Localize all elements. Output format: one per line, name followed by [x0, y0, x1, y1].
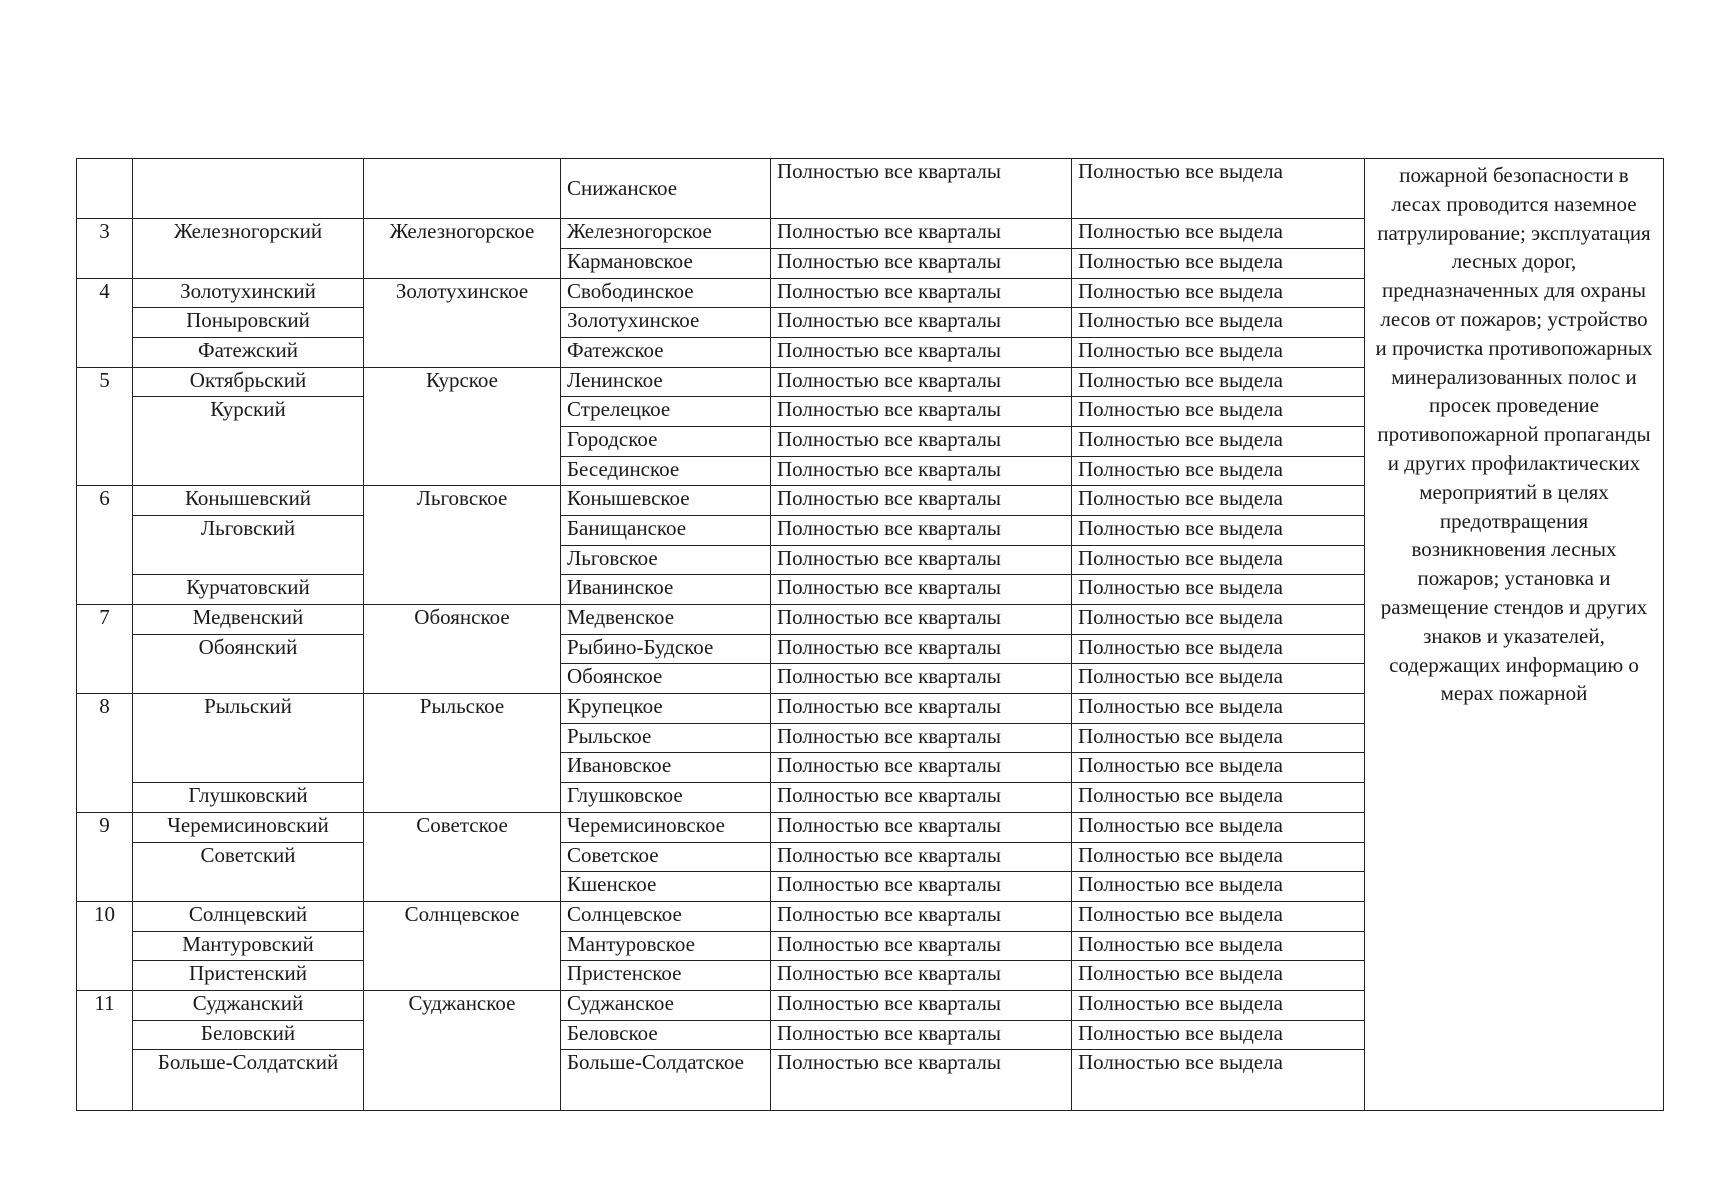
cell-allotments: Полностью все выдела: [1072, 486, 1365, 516]
cell-num: [77, 516, 133, 546]
cell-forestry: [364, 753, 561, 783]
cell-allotments: Полностью все выдела: [1072, 931, 1365, 961]
cell-district: Обоянский: [133, 634, 364, 664]
cell-forestry-part: Советское: [561, 842, 771, 872]
cell-quarters: Полностью все кварталы: [771, 367, 1072, 397]
cell-num: [77, 1020, 133, 1050]
cell-quarters: Полностью все кварталы: [771, 545, 1072, 575]
cell-district: [133, 753, 364, 783]
cell-allotments: Полностью все выдела: [1072, 397, 1365, 427]
cell-allotments: Полностью все выдела: [1072, 783, 1365, 813]
cell-quarters: Полностью все кварталы: [771, 723, 1072, 753]
cell-allotments: Полностью все выдела: [1072, 456, 1365, 486]
cell-district: Курский: [133, 397, 364, 427]
cell-forestry: [364, 249, 561, 279]
cell-forestry: Железногорское: [364, 219, 561, 249]
cell-allotments: Полностью все выдела: [1072, 990, 1365, 1020]
cell-forestry: [364, 427, 561, 457]
cell-allotments: Полностью все выдела: [1072, 961, 1365, 991]
cell-forestry-part: Ивановское: [561, 753, 771, 783]
cell-district: Пристенский: [133, 961, 364, 991]
cell-district: [133, 664, 364, 694]
cell-num: [77, 159, 133, 219]
cell-forestry: [364, 397, 561, 427]
cell-district: Медвенский: [133, 605, 364, 635]
cell-quarters: Полностью все кварталы: [771, 278, 1072, 308]
cell-forestry-part: Золотухинское: [561, 308, 771, 338]
cell-quarters: Полностью все кварталы: [771, 931, 1072, 961]
cell-num: [77, 545, 133, 575]
cell-forestry-part: Свободинское: [561, 278, 771, 308]
cell-district: Рыльский: [133, 694, 364, 724]
cell-forestry-part: Рыльское: [561, 723, 771, 753]
cell-forestry-part: Железногорское: [561, 219, 771, 249]
cell-forestry: [364, 783, 561, 813]
cell-forestry-part: Суджанское: [561, 990, 771, 1020]
cell-num: 11: [77, 990, 133, 1020]
cell-num: [77, 634, 133, 664]
cell-allotments: Полностью все выдела: [1072, 664, 1365, 694]
cell-district: Солнцевский: [133, 901, 364, 931]
cell-district: Конышевский: [133, 486, 364, 516]
cell-num: [77, 338, 133, 368]
cell-allotments: Полностью все выдела: [1072, 812, 1365, 842]
cell-forestry: Солнцевское: [364, 901, 561, 931]
cell-quarters: Полностью все кварталы: [771, 990, 1072, 1020]
cell-district: [133, 545, 364, 575]
cell-allotments: Полностью все выдела: [1072, 516, 1365, 546]
cell-quarters: Полностью все кварталы: [771, 1020, 1072, 1050]
cell-district: Железногорский: [133, 219, 364, 249]
cell-quarters: Полностью все кварталы: [771, 1050, 1072, 1111]
cell-quarters: Полностью все кварталы: [771, 842, 1072, 872]
cell-quarters: Полностью все кварталы: [771, 961, 1072, 991]
cell-forestry-part: Городское: [561, 427, 771, 457]
cell-num: 5: [77, 367, 133, 397]
cell-quarters: Полностью все кварталы: [771, 308, 1072, 338]
cell-forestry-part: Солнцевское: [561, 901, 771, 931]
cell-forestry-part: Мантуровское: [561, 931, 771, 961]
cell-allotments: Полностью все выдела: [1072, 427, 1365, 457]
cell-forestry: [364, 159, 561, 219]
cell-forestry-part: Беловское: [561, 1020, 771, 1050]
table-row: [77, 159, 1664, 219]
cell-num: [77, 783, 133, 813]
cell-forestry-part: Медвенское: [561, 605, 771, 635]
cell-district: Льговский: [133, 516, 364, 546]
cell-quarters: Полностью все кварталы: [771, 753, 1072, 783]
cell-allotments: Полностью все выдела: [1072, 308, 1365, 338]
cell-quarters: Полностью все кварталы: [771, 901, 1072, 931]
cell-num: [77, 753, 133, 783]
cell-forestry: Золотухинское: [364, 278, 561, 308]
cell-forestry: [364, 723, 561, 753]
cell-num: 10: [77, 901, 133, 931]
cell-district: Фатежский: [133, 338, 364, 368]
cell-quarters: Полностью все кварталы: [771, 159, 1072, 219]
cell-forestry: Обоянское: [364, 605, 561, 635]
cell-num: 3: [77, 219, 133, 249]
cell-district: Глушковский: [133, 783, 364, 813]
cell-num: 6: [77, 486, 133, 516]
cell-num: 8: [77, 694, 133, 724]
cell-forestry: [364, 872, 561, 902]
cell-allotments: Полностью все выдела: [1072, 723, 1365, 753]
cell-forestry-part: Черемисиновское: [561, 812, 771, 842]
cell-forestry-part: Обоянское: [561, 664, 771, 694]
cell-quarters: Полностью все кварталы: [771, 516, 1072, 546]
cell-allotments: Полностью все выдела: [1072, 1050, 1365, 1111]
cell-quarters: Полностью все кварталы: [771, 249, 1072, 279]
cell-quarters: Полностью все кварталы: [771, 694, 1072, 724]
cell-forestry: [364, 931, 561, 961]
cell-allotments: Полностью все выдела: [1072, 159, 1365, 219]
cell-district: Поныровский: [133, 308, 364, 338]
cell-quarters: Полностью все кварталы: [771, 456, 1072, 486]
cell-forestry: [364, 308, 561, 338]
cell-allotments: Полностью все выдела: [1072, 219, 1365, 249]
cell-forestry: Суджанское: [364, 990, 561, 1020]
cell-quarters: Полностью все кварталы: [771, 338, 1072, 368]
cell-forestry-part: Льговское: [561, 545, 771, 575]
cell-allotments: Полностью все выдела: [1072, 1020, 1365, 1050]
cell-district: Октябрьский: [133, 367, 364, 397]
cell-quarters: Полностью все кварталы: [771, 634, 1072, 664]
cell-district: [133, 872, 364, 902]
cell-forestry-part: Больше-Солдатское: [561, 1050, 771, 1111]
cell-num: [77, 456, 133, 486]
cell-num: 7: [77, 605, 133, 635]
cell-quarters: Полностью все кварталы: [771, 427, 1072, 457]
cell-forestry: Советское: [364, 812, 561, 842]
cell-num: [77, 427, 133, 457]
cell-quarters: Полностью все кварталы: [771, 783, 1072, 813]
cell-quarters: Полностью все кварталы: [771, 575, 1072, 605]
forest-fire-measures-table: [76, 158, 1664, 1111]
cell-forestry-part: Конышевское: [561, 486, 771, 516]
cell-num: [77, 723, 133, 753]
cell-num: [77, 961, 133, 991]
cell-forestry: Льговское: [364, 486, 561, 516]
cell-forestry-part: Фатежское: [561, 338, 771, 368]
cell-allotments: Полностью все выдела: [1072, 901, 1365, 931]
cell-allotments: Полностью все выдела: [1072, 249, 1365, 279]
cell-forestry-part: Стрелецкое: [561, 397, 771, 427]
cell-district: [133, 427, 364, 457]
cell-num: 4: [77, 278, 133, 308]
cell-quarters: Полностью все кварталы: [771, 219, 1072, 249]
cell-forestry-part: Глушковское: [561, 783, 771, 813]
cell-district: [133, 159, 364, 219]
cell-forestry: Рыльское: [364, 694, 561, 724]
cell-num: 9: [77, 812, 133, 842]
cell-quarters: Полностью все кварталы: [771, 812, 1072, 842]
cell-district: [133, 723, 364, 753]
cell-num: [77, 308, 133, 338]
cell-district: [133, 456, 364, 486]
cell-quarters: Полностью все кварталы: [771, 872, 1072, 902]
measures-note-cell: пожарной безопасности в лесах проводится наземное патрулирование; эксплуатация лесных дорог, предназначенных для охраны лесов от пожаров; устройство и прочистка противопожарных минерализованных полос и просек проведение противопожарной пропаганды и других профилактических мероприятий в целях предотвращения возникновения лесных пожаров; установка и размещение стендов и других знаков и указателей, содержащих информацию о мерах пожарной: [1365, 159, 1664, 1111]
cell-district: Золотухинский: [133, 278, 364, 308]
cell-num: [77, 931, 133, 961]
cell-district: Беловский: [133, 1020, 364, 1050]
cell-num: [77, 842, 133, 872]
cell-district: Советский: [133, 842, 364, 872]
cell-num: [77, 249, 133, 279]
cell-forestry-part: Банищанское: [561, 516, 771, 546]
cell-forestry-part: Пристенское: [561, 961, 771, 991]
cell-forestry: [364, 545, 561, 575]
cell-district: Курчатовский: [133, 575, 364, 605]
cell-quarters: Полностью все кварталы: [771, 397, 1072, 427]
cell-forestry: [364, 664, 561, 694]
cell-quarters: Полностью все кварталы: [771, 486, 1072, 516]
cell-forestry: [364, 1020, 561, 1050]
cell-forestry-part: Кшенское: [561, 872, 771, 902]
cell-forestry: [364, 516, 561, 546]
cell-allotments: Полностью все выдела: [1072, 634, 1365, 664]
cell-forestry-part: Крупецкое: [561, 694, 771, 724]
cell-allotments: Полностью все выдела: [1072, 278, 1365, 308]
cell-forestry-part: Кармановское: [561, 249, 771, 279]
cell-forestry-part: Ленинское: [561, 367, 771, 397]
cell-allotments: Полностью все выдела: [1072, 842, 1365, 872]
cell-allotments: Полностью все выдела: [1072, 338, 1365, 368]
table-body: [77, 159, 1664, 1111]
cell-forestry: [364, 961, 561, 991]
cell-forestry-part: Снижанское: [561, 159, 771, 219]
cell-forestry-part: Бесединское: [561, 456, 771, 486]
cell-quarters: Полностью все кварталы: [771, 605, 1072, 635]
cell-district: [133, 249, 364, 279]
cell-allotments: Полностью все выдела: [1072, 605, 1365, 635]
cell-forestry-part: Рыбино-Будское: [561, 634, 771, 664]
cell-forestry-part: Иванинское: [561, 575, 771, 605]
cell-allotments: Полностью все выдела: [1072, 753, 1365, 783]
cell-allotments: Полностью все выдела: [1072, 367, 1365, 397]
cell-allotments: Полностью все выдела: [1072, 545, 1365, 575]
cell-allotments: Полностью все выдела: [1072, 694, 1365, 724]
cell-allotments: Полностью все выдела: [1072, 575, 1365, 605]
cell-district: Суджанский: [133, 990, 364, 1020]
cell-num: [77, 664, 133, 694]
cell-district: Черемисиновский: [133, 812, 364, 842]
cell-num: [77, 575, 133, 605]
cell-forestry: [364, 456, 561, 486]
cell-forestry: [364, 338, 561, 368]
cell-forestry: [364, 842, 561, 872]
cell-district: Мантуровский: [133, 931, 364, 961]
cell-quarters: Полностью все кварталы: [771, 664, 1072, 694]
cell-forestry: Курское: [364, 367, 561, 397]
cell-forestry: [364, 634, 561, 664]
cell-district: Больше-Солдатский: [133, 1050, 364, 1111]
document-sheet: [76, 158, 1663, 1111]
cell-num: [77, 1050, 133, 1111]
cell-allotments: Полностью все выдела: [1072, 872, 1365, 902]
cell-num: [77, 872, 133, 902]
cell-forestry: [364, 1050, 561, 1111]
cell-forestry: [364, 575, 561, 605]
cell-num: [77, 397, 133, 427]
